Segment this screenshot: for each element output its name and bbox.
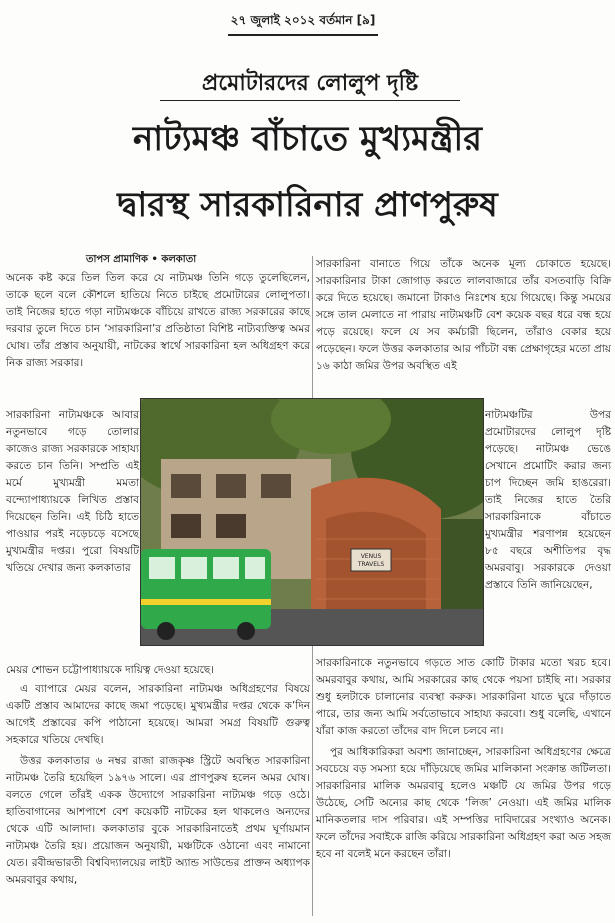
paragraph: পুর আধিকারিকরা অবশ্য জানাচ্ছেন, সারকারিনা অধিগ্রহণের ক্ষেত্রে সবচেয়ে বড় সমস্যা হয়ে দাঁড়িয়েছে জমির মালিকানা সংক্রান্ত জটিলতা। সারকারিনার মালিক অমরবাবু হলেও মঞ্চটি যে জমির উপর গড়ে উঠেছে, সেটি অন্যের কাছ থেকে ‘লিজ’ নেওয়া। এই জমির মালিক মানিকতলার দাস পরিবার। এই সম্পত্তির দাবিদারের সংখ্যাও অনেক। ফলে তাঁদের সবাইকে রাজি করিয়ে সারকারিনা অধিগ্রহণ করা অত সহজ হবে না বলেই মনে করছেন তাঁরা।: [316, 746, 611, 860]
kicker-rule: [160, 100, 460, 101]
paragraph: উত্তর কলকাতার ৬ নম্বর রাজা রাজকৃষ্ণ স্ট্রিটে অবস্থিত সারকারিনা নাট্যমঞ্চ তৈরি হয়েছিল ১৯৭৬ সালে। এর প্রাণপুরুষ হলেন অমর ঘোষ। বলতে গেলে তাঁরই একক উদ্যোগে সারকারিনা নাট্যমঞ্চ গড়ে ওঠে। হাতিবাগানের আশপাশে বেশ কয়েকটি নাটকের হল থাকলেও অন্যদের থেকে এটি আলাদা। কলকাতার বুকে সারকারিনাতেই প্রথম ঘূর্ণায়মান নাট্যমঞ্চ তৈরি হয়। প্রয়োজন অনুযায়ী, মঞ্চটিকে ওঠানো এবং নামানো যেত। রবীন্দ্রভারতী বিশ্ববিদ্যালয়ের লাইট অ্যান্ড সাউন্ডের প্রাক্তন অধ্যাপক অমরবাবুর কথায়,: [6, 755, 310, 886]
article-column-right-bottom: [316, 655, 611, 863]
paragraph: নাট্যমঞ্চটির উপর প্রমোটারদের লোলুপ দৃষ্টি পড়েছে। নাট্যমঞ্চ ভেঙে সেখানে প্রমোটিং করার জন্য চাপ দিচ্ছেন জমি হাঙরেরা। তাই নিজের হাতে তৈরি সারকারিনাকে বাঁচাতে মুখ্যমন্ত্রীর শরণাপন্ন হয়েছেন ৮৫ বছরে অশীতিপর বৃদ্ধ অমরবাবু। সরকারকে দেওয়া প্রস্তাবে তিনি জানিয়েছেন,: [485, 409, 611, 591]
article-column-left-narrow: [6, 407, 139, 577]
article-column-left-bottom: [6, 681, 310, 889]
headline-line-1: নাট্যমঞ্চ বাঁচাতে মুখ্যমন্ত্রীর: [133, 119, 482, 159]
paragraph: সারকারিনা নাট্যমঞ্চকে আবার নতুনভাবে গড়ে তোলার কাজেও রাজ্য সরকারকে সাহায্য করতে চান তিনি। সম্প্রতি এই মর্মে মুখ্যমন্ত্রী মমতা বন্দ্যোপাধ্যায়কে লিখিত প্রস্তাব দিয়েছেন তিনি। এই চিঠি হাতে পাওয়ার পরই নড়েচড়ে বসেছে মুখ্যমন্ত্রীর দপ্তর। পুরো বিষয়টি খতিয়ে দেখার জন্য কলকাতার: [6, 409, 139, 574]
article-column-right-narrow: [485, 407, 611, 594]
byline: তাপস প্রামাণিক • কলকাতা: [86, 254, 197, 265]
svg-text:TRAVELS: TRAVELS: [357, 561, 385, 568]
article-column-right-top: [316, 256, 611, 375]
paragraph: অনেক কষ্ট করে তিল তিল করে যে নাট্যমঞ্চ তিনি গড়ে তুলেছিলেন, তাকে ছলে বলে কৌশলে হাতিয়ে নিতে চাইছে প্রমোটারের লোলুপতা। তাই নিজের হাতে গড়া নাট্যমঞ্চকে বাঁচিয়ে রাখতে রাজ্য সরকারের কাছে দরবার তুলে দিতে চান ‘সারকারিনা’র প্রতিষ্ঠাতা বিশিষ্ট নাট্যব্যক্তিত্ব অমর ঘোষ। তাঁর প্রস্তাব অনুযায়ী, নাটকের স্বার্থে সারকারিনা হল অধিগ্রহণ করে নিক রাজ্য সরকার।: [6, 272, 310, 369]
article-column-left-top: [6, 270, 310, 372]
venus-travels-sign: VENUS: [360, 553, 382, 560]
kicker-headline: প্রমোটারদের লোলুপ দৃষ্টি: [201, 71, 419, 96]
paragraph: মেয়র শোভন চট্টোপাধ্যায়কে দায়িত্ব দেওয়া হয়েছে।: [6, 664, 215, 676]
article-continuation-left: [6, 662, 310, 679]
theatre-building-photo: [140, 398, 484, 646]
paragraph: সারকারিনা বানাতে গিয়ে তাঁকে অনেক মূল্য চোকাতে হয়েছে। সারকারিনার টাকা জোগাড় করতে লালবাজারে তাঁর বসতবাড়ি বিক্রি করে দিতে হয়েছে। জমানো টাকাও নিঃশেষ হয়ে গিয়েছে। কিন্তু সময়ের সঙ্গে তাল মেলাতে না পারায় নাট্যমঞ্চটি বেশ কয়েক বছর ধরে বন্ধ হয়ে পড়ে রয়েছে। ফলে যে সব কর্মচারী ছিলেন, তাঁরাও বেকার হয়ে পড়েছেন। ফলে উত্তর কলকাতার আর পাঁচটা বন্ধ প্রেক্ষাগৃহের মতো প্রায় ১৬ কাঠা জমির উপর অবস্থিত এই: [316, 258, 611, 372]
green-bus: [141, 549, 271, 640]
dateline: ২৭ জুলাই ২০১২ বর্তমান [৯]: [228, 12, 378, 36]
headline-line-2: দ্বারস্থ সারকারিনার প্রাণপুরুষ: [117, 185, 498, 225]
paragraph: এ ব্যাপারে মেয়র বলেন, সারকারিনা নাট্যমঞ্চ অধিগ্রহণের বিষয়ে একটি প্রস্তাব আমাদের কাছে জমা পড়েছে। মুখ্যমন্ত্রীর দপ্তর থেকে ক’দিন আগেই প্রস্তাবের কপি পাঠানো হয়েছে। আমরা সমগ্র বিষয়টি গুরুত্ব সহকারে খতিয়ে দেখছি।: [6, 683, 310, 746]
paragraph: সারকারিনাকে নতুনভাবে গড়তে সাত কোটি টাকার মতো খরচ হবে। অমরবাবুর কথায়, আমি সরকারের কাছ থেকে পয়সা চাইছি না। সরকার শুধু হলটাকে চালানোর ব্যবস্থা করুক। সারকারিনা যাতে ঘুরে দাঁড়াতে পারে, তার জন্য আমি সর্বতোভাবে সাহায্য করবো। শুধু বলেছি, এখানে যাঁরা কাজ করতো তাঁদের বাদ দিলে চলবে না।: [316, 657, 611, 737]
